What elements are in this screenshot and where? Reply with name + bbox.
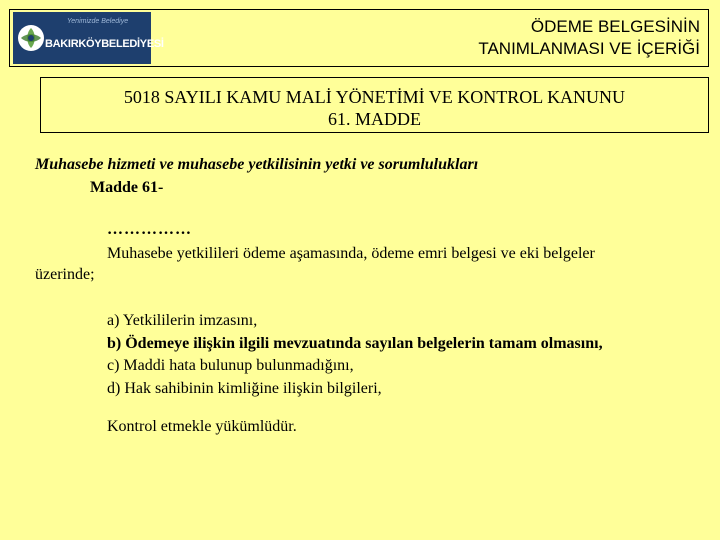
bakirkoy-logo — [13, 12, 164, 64]
closing-statement: Kontrol etmekle yükümlüdür. — [107, 418, 297, 435]
logo-name: BAKIRKÖYBELEDİYESİ — [45, 38, 164, 50]
title-line-1: ÖDEME BELGESİNİN — [530, 17, 700, 36]
paragraph-line-1: Muhasebe yetkilileri ödeme aşamasında, ödeme emri belgesi ve eki belgeler — [107, 245, 595, 262]
list-item: c) Maddi hata bulunup bulunmadığını, — [107, 357, 354, 374]
list-item: b) Ödemeye ilişkin ilgili mevzuatında sayılan belgelerin tamam olmasını, — [107, 334, 603, 352]
article-label: Madde 61- — [90, 179, 164, 196]
section-subtitle: Muhasebe hizmeti ve muhasebe yetkilisinin yetki ve sorumlulukları — [35, 156, 479, 173]
control-items-list — [107, 310, 603, 400]
paragraph-line-2: üzerinde; — [35, 266, 95, 283]
law-article-number: 61. MADDE — [328, 109, 421, 129]
law-title: 5018 SAYILI KAMU MALİ YÖNETİMİ VE KONTROL KANUNU — [123, 87, 626, 107]
law-heading-box — [40, 77, 709, 133]
header-box — [9, 9, 709, 67]
page-title — [478, 16, 700, 60]
list-item: a) Yetkililerin imzasını, — [107, 312, 258, 329]
title-line-2: TANIMLANMASI VE İÇERİĞİ — [478, 39, 700, 58]
list-item: d) Hak sahibinin kimliğine ilişkin bilgileri, — [107, 379, 382, 397]
omission-dots: …………… — [107, 221, 192, 238]
leaf-emblem-icon — [17, 24, 45, 52]
logo-tagline: Yenimizde Belediye — [67, 18, 129, 25]
